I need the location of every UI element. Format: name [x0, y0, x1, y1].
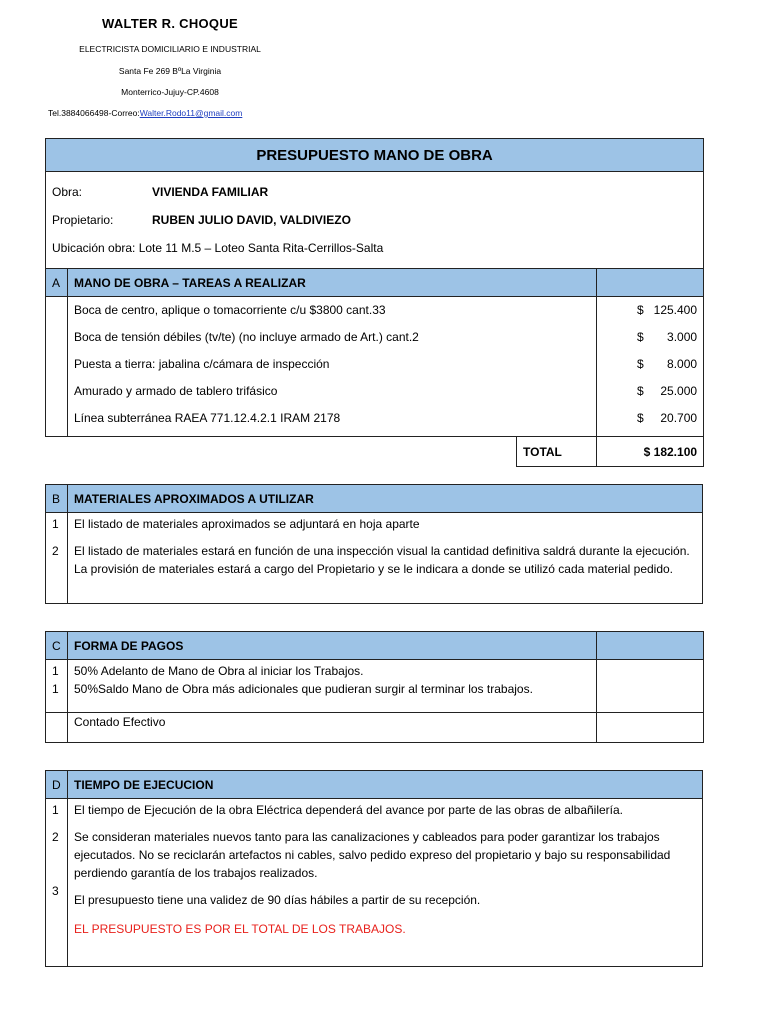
- item-number: 1: [52, 664, 59, 678]
- task-amount: $ 8.000: [637, 357, 698, 371]
- location-text: Ubicación obra: Lote 11 M.5 – Loteo Santa Rita-Cerrillos-Salta: [52, 241, 384, 255]
- section-c-title: FORMA DE PAGOS: [68, 632, 597, 660]
- payment-term: 50%Saldo Mano de Obra más adicionales que pudieran surgir al terminar los trabajos.: [74, 682, 533, 696]
- budget-title: PRESUPUESTO MANO DE OBRA: [46, 139, 704, 172]
- budget-table: [45, 138, 704, 467]
- task-item: Puesta a tierra: jabalina c/cámara de inspección: [74, 357, 330, 371]
- section-a-letter: A: [46, 269, 68, 297]
- item-number: 1: [52, 517, 59, 531]
- task-amount: $ 25.000: [637, 384, 698, 398]
- materials-table: [45, 484, 703, 604]
- material-note: El listado de materiales aproximados se adjuntará en hoja aparte: [74, 517, 420, 531]
- email-link[interactable]: Walter.Rodo11@gmail.com: [139, 108, 243, 118]
- project-info: [46, 172, 704, 269]
- payment-method: Contado Efectivo: [68, 713, 597, 743]
- item-number: 1: [52, 682, 59, 696]
- section-b-title: MATERIALES APROXIMADOS A UTILIZAR: [68, 485, 703, 513]
- contact-line: [48, 108, 242, 118]
- item-number: 2: [52, 830, 59, 844]
- task-amount: $ 125.400: [637, 303, 698, 317]
- owner-label: Propietario:: [52, 213, 114, 227]
- payment-term: 50% Adelanto de Mano de Obra al iniciar los Trabajos.: [74, 664, 364, 678]
- section-a-amount-header: [597, 269, 704, 297]
- contractor-name: WALTER R. CHOQUE: [102, 16, 238, 31]
- task-amount: $ 3.000: [637, 330, 698, 344]
- schedule-table: [45, 770, 703, 967]
- schedule-note: Se consideran materiales nuevos tanto para las canalizaciones y cableados para poder garantizar los trabajos ejecutados. No se reciclarán artefactos ni cables, salvo pedido expreso del propietario y bajo su responsabilidad perdiendo garantía de los trabajos realizados.: [74, 830, 671, 880]
- material-note: El listado de materiales estará en función de una inspección visual la cantidad definitiva saldrá durante la ejecución. La provisión de materiales estará a cargo del Propietario y se le indicara a donde se utilizó cada material pedido.: [74, 544, 690, 576]
- task-list: [68, 297, 597, 437]
- contractor-address-line2: Monterrico-Jujuy-CP.4608: [121, 87, 219, 97]
- task-item: Boca de tensión débiles (tv/te) (no incluye armado de Art.) cant.2: [74, 330, 419, 344]
- section-c-letter: C: [46, 632, 68, 660]
- phone-label: Tel.3884066498-Correo:: [48, 108, 140, 118]
- section-a-title: MANO DE OBRA – TAREAS A REALIZAR: [68, 269, 597, 297]
- payments-table: [45, 631, 704, 743]
- obra-label: Obra:: [52, 185, 83, 199]
- task-amounts: [597, 297, 704, 437]
- contractor-title: ELECTRICISTA DOMICILIARIO E INDUSTRIAL: [79, 44, 261, 54]
- item-number: 2: [52, 544, 59, 558]
- task-item: Línea subterránea RAEA 771.12.4.2.1 IRAM 2178: [74, 411, 341, 425]
- item-number: 3: [52, 884, 59, 898]
- obra-value: VIVIENDA FAMILIAR: [152, 185, 269, 199]
- schedule-note: El tiempo de Ejecución de la obra Eléctrica dependerá del avance por parte de las obras de albañilería.: [74, 803, 624, 817]
- item-number: 1: [52, 803, 59, 817]
- task-amount: $ 20.700: [637, 411, 698, 425]
- section-d-title: TIEMPO DE EJECUCION: [68, 771, 703, 799]
- budget-total-note: EL PRESUPUESTO ES POR EL TOTAL DE LOS TRABAJOS.: [74, 922, 406, 936]
- section-b-letter: B: [46, 485, 68, 513]
- task-item: Amurado y armado de tablero trifásico: [74, 384, 278, 398]
- contractor-address-line1: Santa Fe 269 BºLa Virginia: [118, 66, 222, 76]
- owner-value: RUBEN JULIO DAVID, VALDIVIEZO: [152, 213, 351, 227]
- section-d-letter: D: [46, 771, 68, 799]
- schedule-note: El presupuesto tiene una validez de 90 días hábiles a partir de su recepción.: [74, 893, 481, 907]
- task-item: Boca de centro, aplique o tomacorriente c/u $3800 cant.33: [74, 303, 386, 317]
- total-value: $ 182.100: [597, 437, 704, 467]
- total-label: TOTAL: [517, 437, 597, 467]
